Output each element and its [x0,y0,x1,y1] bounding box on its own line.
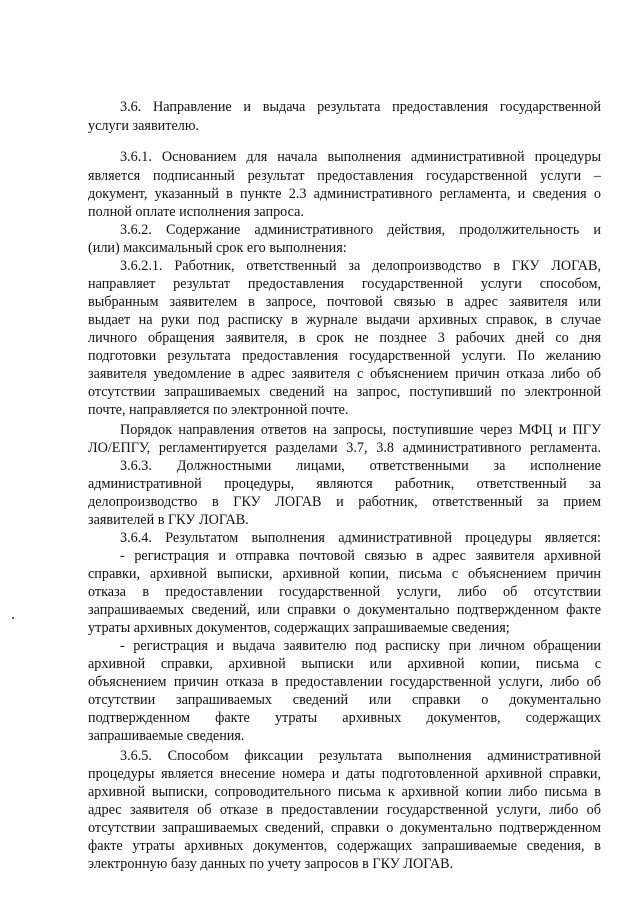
text-line: - регистрация и выдача заявителю под расписку при личном обращении [120,638,601,654]
text-line: документ, указанный в пункте 2.3 административного регламента, и сведения о [88,186,601,202]
text-line: выбранным заявителем в запросе, почтовой связью в адрес заявителя или [88,294,601,310]
text-line: 3.6.2. Содержание административного действия, продолжительность и [120,222,601,238]
text-line: отсутствии запрашиваемых сведений на запрос, поступивший по электронной [88,384,601,400]
text-line: запрашиваемые сведения. [88,728,245,744]
text-line: объяснением причин отказа в предоставлении государственной услуги, либо об [88,674,601,690]
text-line: отсутствии запрашиваемых сведений, справки о документально подтвержденном [88,820,601,836]
text-line: 3.6.5. Способом фиксации результата выполнения административной [120,748,601,764]
text-line: административной процедуры, являются работник, ответственный за [88,476,601,492]
text-line: ЛО/ЕПГУ, регламентируется разделами 3.7, 3.8 административного регламента. [88,440,601,456]
text-line: справки, архивной выписки, архивной копии, письма с объяснением причин [88,566,601,582]
text-line: 3.6.1. Основанием для начала выполнения административной процедуры [120,149,601,165]
text-line: является подписанный результат предоставления государственной услуги – [88,168,601,184]
text-line: подготовки результата предоставления государственной услуги. По желанию [88,348,601,364]
text-line: - регистрация и отправка почтовой связью в адрес заявителя архивной [120,548,601,564]
text-line: 3.6.4. Результатом выполнения административной процедуры является: [120,530,601,546]
text-line: запрашиваемых сведений, или справки о документально подтвержденном факте [88,602,601,618]
text-line: почте, направляется по электронной почте. [88,402,349,418]
text-line: факте утраты архивных документов, содержащих запрашиваемые сведения, в [88,838,601,854]
text-line: отсутствии запрашиваемых сведений или справки о документально [88,692,601,708]
text-line: 3.6.3. Должностными лицами, ответственными за исполнение [120,458,601,474]
text-line: полной оплате исполнения запроса. [88,204,304,220]
text-line: (или) максимальный срок его выполнения: [88,240,347,256]
text-line: делопроизводство в ГКУ ЛОГАВ и работник, ответственный за прием [88,494,601,510]
text-line: процедуры является внесение номера и даты подготовленной архивной справки, [88,766,601,782]
text-line: 3.6. Направление и выдача результата предоставления государственной [120,99,601,115]
text-line: услуги заявителю. [88,118,199,134]
text-line: архивной выписки, сопроводительного письма к архивной копии либо письма в [88,784,601,800]
text-line: заявителя уведомление в адрес заявителя с объяснением причин отказа либо об [88,366,601,382]
text-line: электронную базу данных по учету запросов в ГКУ ЛОГАВ. [88,856,454,872]
text-line: подтвержденном факте утраты архивных документов, содержащих [88,710,601,726]
text-line: личного обращения заявителя, в срок не позднее 3 рабочих дней со дня [88,330,601,346]
text-line: архивной справки, архивной выписки или архивной копии, письма с [88,656,601,672]
text-line: Порядок направления ответов на запросы, поступившие через МФЦ и ПГУ [120,422,601,438]
text-line: 3.6.2.1. Работник, ответственный за делопроизводство в ГКУ ЛОГАВ, [120,258,601,274]
text-line: заявителей в ГКУ ЛОГАВ. [88,512,249,528]
text-line: выдает на руки под расписку в журнале выдачи архивных справок, в случае [88,312,601,328]
scan-speck [12,617,14,619]
text-line: адрес заявителя об отказе в предоставлении государственной услуги, либо об [88,802,601,818]
text-line: отказа в предоставлении государственной услуги, либо об отсутствии [88,584,601,600]
text-line: направляет результат предоставления государственной услуги способом, [88,276,601,292]
text-line: утраты архивных документов, содержащих запрашиваемые сведения; [88,620,510,636]
